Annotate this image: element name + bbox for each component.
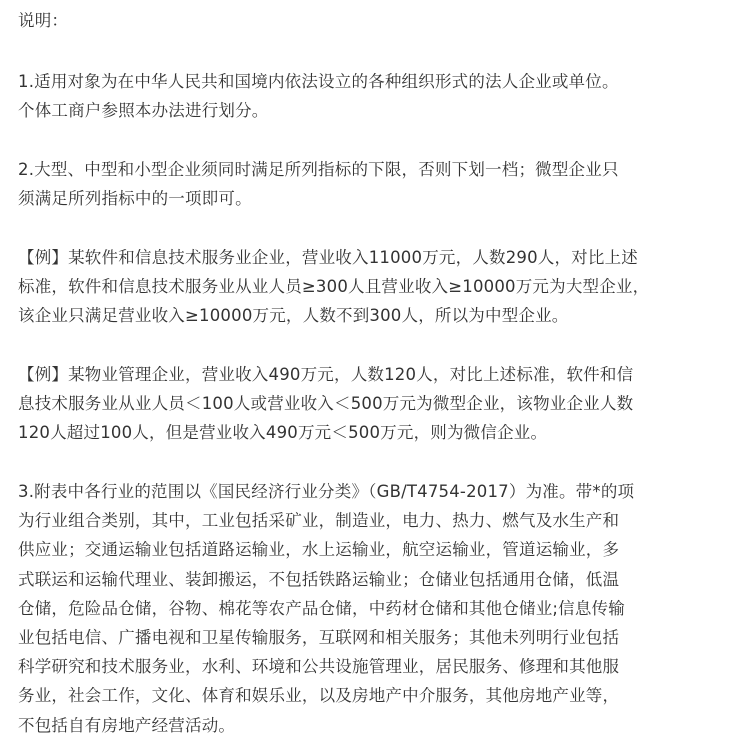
document-heading: 说明： (18, 11, 69, 30)
paragraph-1 (18, 67, 727, 125)
paragraph-line: 3.附表中各行业的范围以《国民经济行业分类》（GB/T4754-2017）为准。带*的项 (18, 482, 635, 501)
paragraph-line: 120人超过100人，但是营业收入490万元＜500万元，则为微信企业。 (18, 423, 548, 442)
paragraph-line: 式联运和运输代理业、装卸搬运，不包括铁路运输业；仓储业包括通用仓储，低温 (18, 569, 620, 589)
paragraph-line: 息技术服务业从业人员＜100人或营业收入＜500万元为微型企业，该物业企业人数 (18, 394, 634, 413)
paragraph-line: 该企业只满足营业收入≥10000万元，人数不到300人，所以为中型企业。 (18, 306, 569, 325)
paragraph-line: 个体工商户参照本办法进行划分。 (18, 101, 269, 120)
paragraph-line: 标准，软件和信息技术服务业从业人员≥300人且营业收入≥10000万元为大型企业， (18, 277, 650, 296)
heading-paragraph (18, 6, 727, 35)
paragraph-line: 【例】某物业管理企业，营业收入490万元，人数120人，对比上述标准，软件和信 (18, 365, 634, 384)
paragraph-line: 科学研究和技术服务业，水利、环境和公共设施管理业，居民服务、修理和其他服 (18, 657, 620, 677)
paragraph-line: 业包括电信、广播电视和卫星传输服务，互联网和相关服务；其他未列明行业包括 (18, 628, 620, 648)
paragraph-2 (18, 155, 727, 213)
paragraph-line: 【例】某软件和信息技术服务业企业，营业收入11000万元，人数290人，对比上述 (18, 248, 638, 267)
paragraph-3 (18, 477, 727, 740)
paragraph-line: 须满足所列指标中的一项即可。 (18, 189, 252, 208)
paragraph-line: 2.大型、中型和小型企业须同时满足所列指标的下限，否则下划一档；微型企业只 (18, 160, 619, 179)
paragraph-line: 仓储，危险品仓储，谷物、棉花等农产品仓储，中药材仓储和其他仓储业;信息传输 (18, 598, 625, 618)
example-paragraph-1 (18, 243, 727, 330)
paragraph-line: 1.适用对象为在中华人民共和国境内依法设立的各种组织形式的法人企业或单位。 (18, 72, 619, 91)
example-paragraph-2 (18, 360, 727, 447)
paragraph-line: 不包括自有房地产经营活动。 (18, 715, 236, 735)
paragraph-line: 为行业组合类别，其中，工业包括采矿业，制造业，电力、热力、燃气及水生产和 (18, 511, 620, 531)
paragraph-line: 供应业；交通运输业包括道路运输业，水上运输业，航空运输业，管道运输业，多 (18, 540, 620, 560)
paragraph-line: 务业，社会工作，文化、体育和娱乐业，以及房地产中介服务，其他房地产业等， (18, 686, 620, 706)
